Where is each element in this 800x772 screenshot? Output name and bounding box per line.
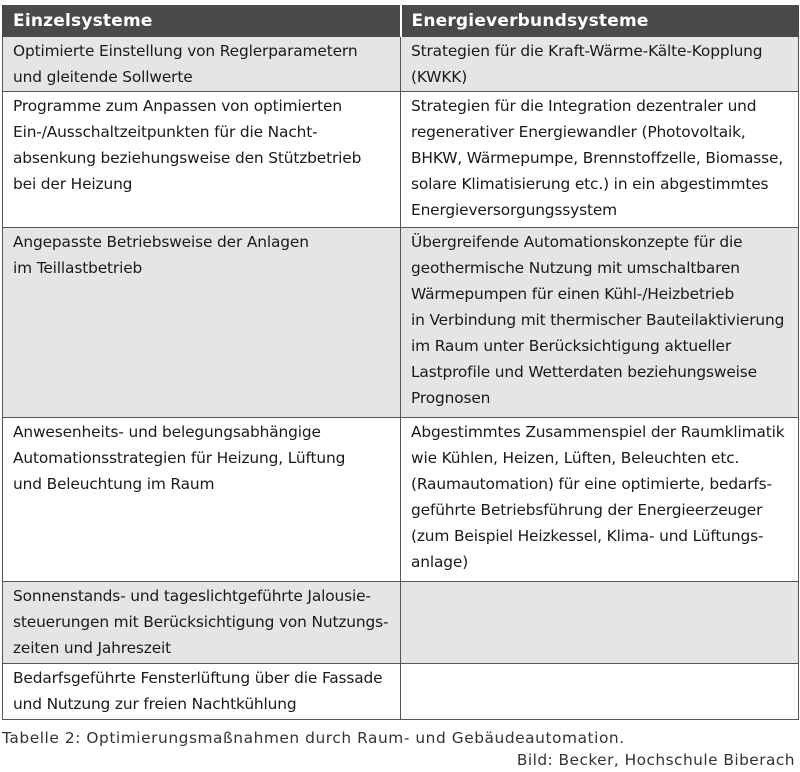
cell-energieverbundsystem	[401, 37, 799, 92]
table-caption: Tabelle 2: Optimierungsmaßnahmen durch Raum- und Gebäudeautomation.	[2, 729, 625, 747]
cell-text-line: solare Klimatisierung etc.) in ein abgestimmtes	[411, 175, 769, 193]
cell-text-line: absenkung beziehungsweise den Stützbetrieb	[13, 149, 362, 167]
cell-text-line: Prognosen	[411, 389, 491, 407]
image-credit: Bild: Becker, Hochschule Biberach	[516, 751, 795, 769]
cell-text-line: und Beleuchtung im Raum	[13, 475, 215, 493]
cell-text-line: BHKW, Wärmepumpe, Brennstoffzelle, Biomasse,	[411, 149, 784, 167]
cell-text-line: Ein-/Ausschaltzeitpunkten für die Nacht-	[13, 123, 318, 141]
header-einzelsysteme: Einzelsysteme	[3, 6, 401, 37]
cell-text-line: Optimierte Einstellung von Reglerparametern	[13, 42, 358, 60]
measures-table	[2, 5, 799, 720]
cell-energieverbundsystem	[401, 92, 799, 228]
cell-text-line: (KWKK)	[411, 68, 468, 86]
cell-einzelsystem	[3, 37, 401, 92]
cell-energieverbundsystem	[401, 228, 799, 418]
cell-text-line: (Raumautomation) für eine optimierte, bedarfs-	[411, 475, 772, 493]
cell-einzelsystem	[3, 92, 401, 228]
cell-text-line: Energieversorgungssystem	[411, 201, 618, 219]
cell-text-line: zeiten und Jahreszeit	[13, 639, 172, 657]
cell-text-line: geothermische Nutzung mit umschaltbaren	[411, 259, 740, 277]
cell-energieverbundsystem	[401, 418, 799, 582]
table-row	[3, 92, 799, 228]
cell-text-line: steuerungen mit Berücksichtigung von Nutzungs-	[13, 613, 389, 631]
cell-text-line: Wärmepumpen für einen Kühl-/Heizbetrieb	[411, 285, 735, 303]
cell-text-line: Übergreifende Automationskonzepte für die	[411, 233, 743, 251]
cell-text-line: und Nutzung zur freien Nachtkühlung	[13, 695, 297, 713]
table-row	[3, 37, 799, 92]
cell-text-line: Bedarfsgeführte Fensterlüftung über die Fassade	[13, 669, 383, 687]
cell-einzelsystem	[3, 582, 401, 664]
cell-text-line: Automationsstrategien für Heizung, Lüftung	[13, 449, 346, 467]
cell-text-line: Anwesenheits- und belegungsabhängige	[13, 423, 321, 441]
cell-text-line: bei der Heizung	[13, 175, 133, 193]
cell-text-line: Sonnenstands- und tageslichtgeführte Jalousie-	[13, 587, 371, 605]
cell-text-line: Strategien für die Integration dezentraler und	[411, 97, 757, 115]
cell-energieverbundsystem	[401, 664, 799, 720]
cell-einzelsystem	[3, 418, 401, 582]
cell-text-line: Strategien für die Kraft-Wärme-Kälte-Kopplung	[411, 42, 763, 60]
table-header-row	[3, 6, 799, 37]
cell-text-line: im Teillastbetrieb	[13, 259, 143, 277]
cell-energieverbundsystem	[401, 582, 799, 664]
table-row	[3, 582, 799, 664]
cell-einzelsystem	[3, 228, 401, 418]
cell-text-line: anlage)	[411, 553, 469, 571]
cell-text-line: regenerativer Energiewandler (Photovoltaik,	[411, 123, 746, 141]
table-row	[3, 664, 799, 720]
cell-text-line: Programme zum Anpassen von optimierten	[13, 97, 342, 115]
cell-text-line: geführte Betriebsführung der Energieerzeuger	[411, 501, 763, 519]
header-energieverbundsysteme: Energieverbundsysteme	[401, 6, 799, 37]
table-row	[3, 228, 799, 418]
cell-text-line: Abgestimmtes Zusammenspiel der Raumklimatik	[411, 423, 785, 441]
cell-text-line: in Verbindung mit thermischer Bauteilaktivierung	[411, 311, 785, 329]
cell-text-line: Angepasste Betriebsweise der Anlagen	[13, 233, 309, 251]
cell-text-line: wie Kühlen, Heizen, Lüften, Beleuchten etc.	[411, 449, 740, 467]
table-body	[3, 37, 799, 720]
measures-table-container	[2, 5, 798, 720]
cell-text-line: Lastprofile und Wetterdaten beziehungsweise	[411, 363, 757, 381]
cell-text-line: im Raum unter Berücksichtigung aktueller	[411, 337, 732, 355]
cell-einzelsystem	[3, 664, 401, 720]
cell-text-line: und gleitende Sollwerte	[13, 68, 193, 86]
table-row	[3, 418, 799, 582]
cell-text-line: (zum Beispiel Heizkessel, Klima- und Lüftungs-	[411, 527, 764, 545]
